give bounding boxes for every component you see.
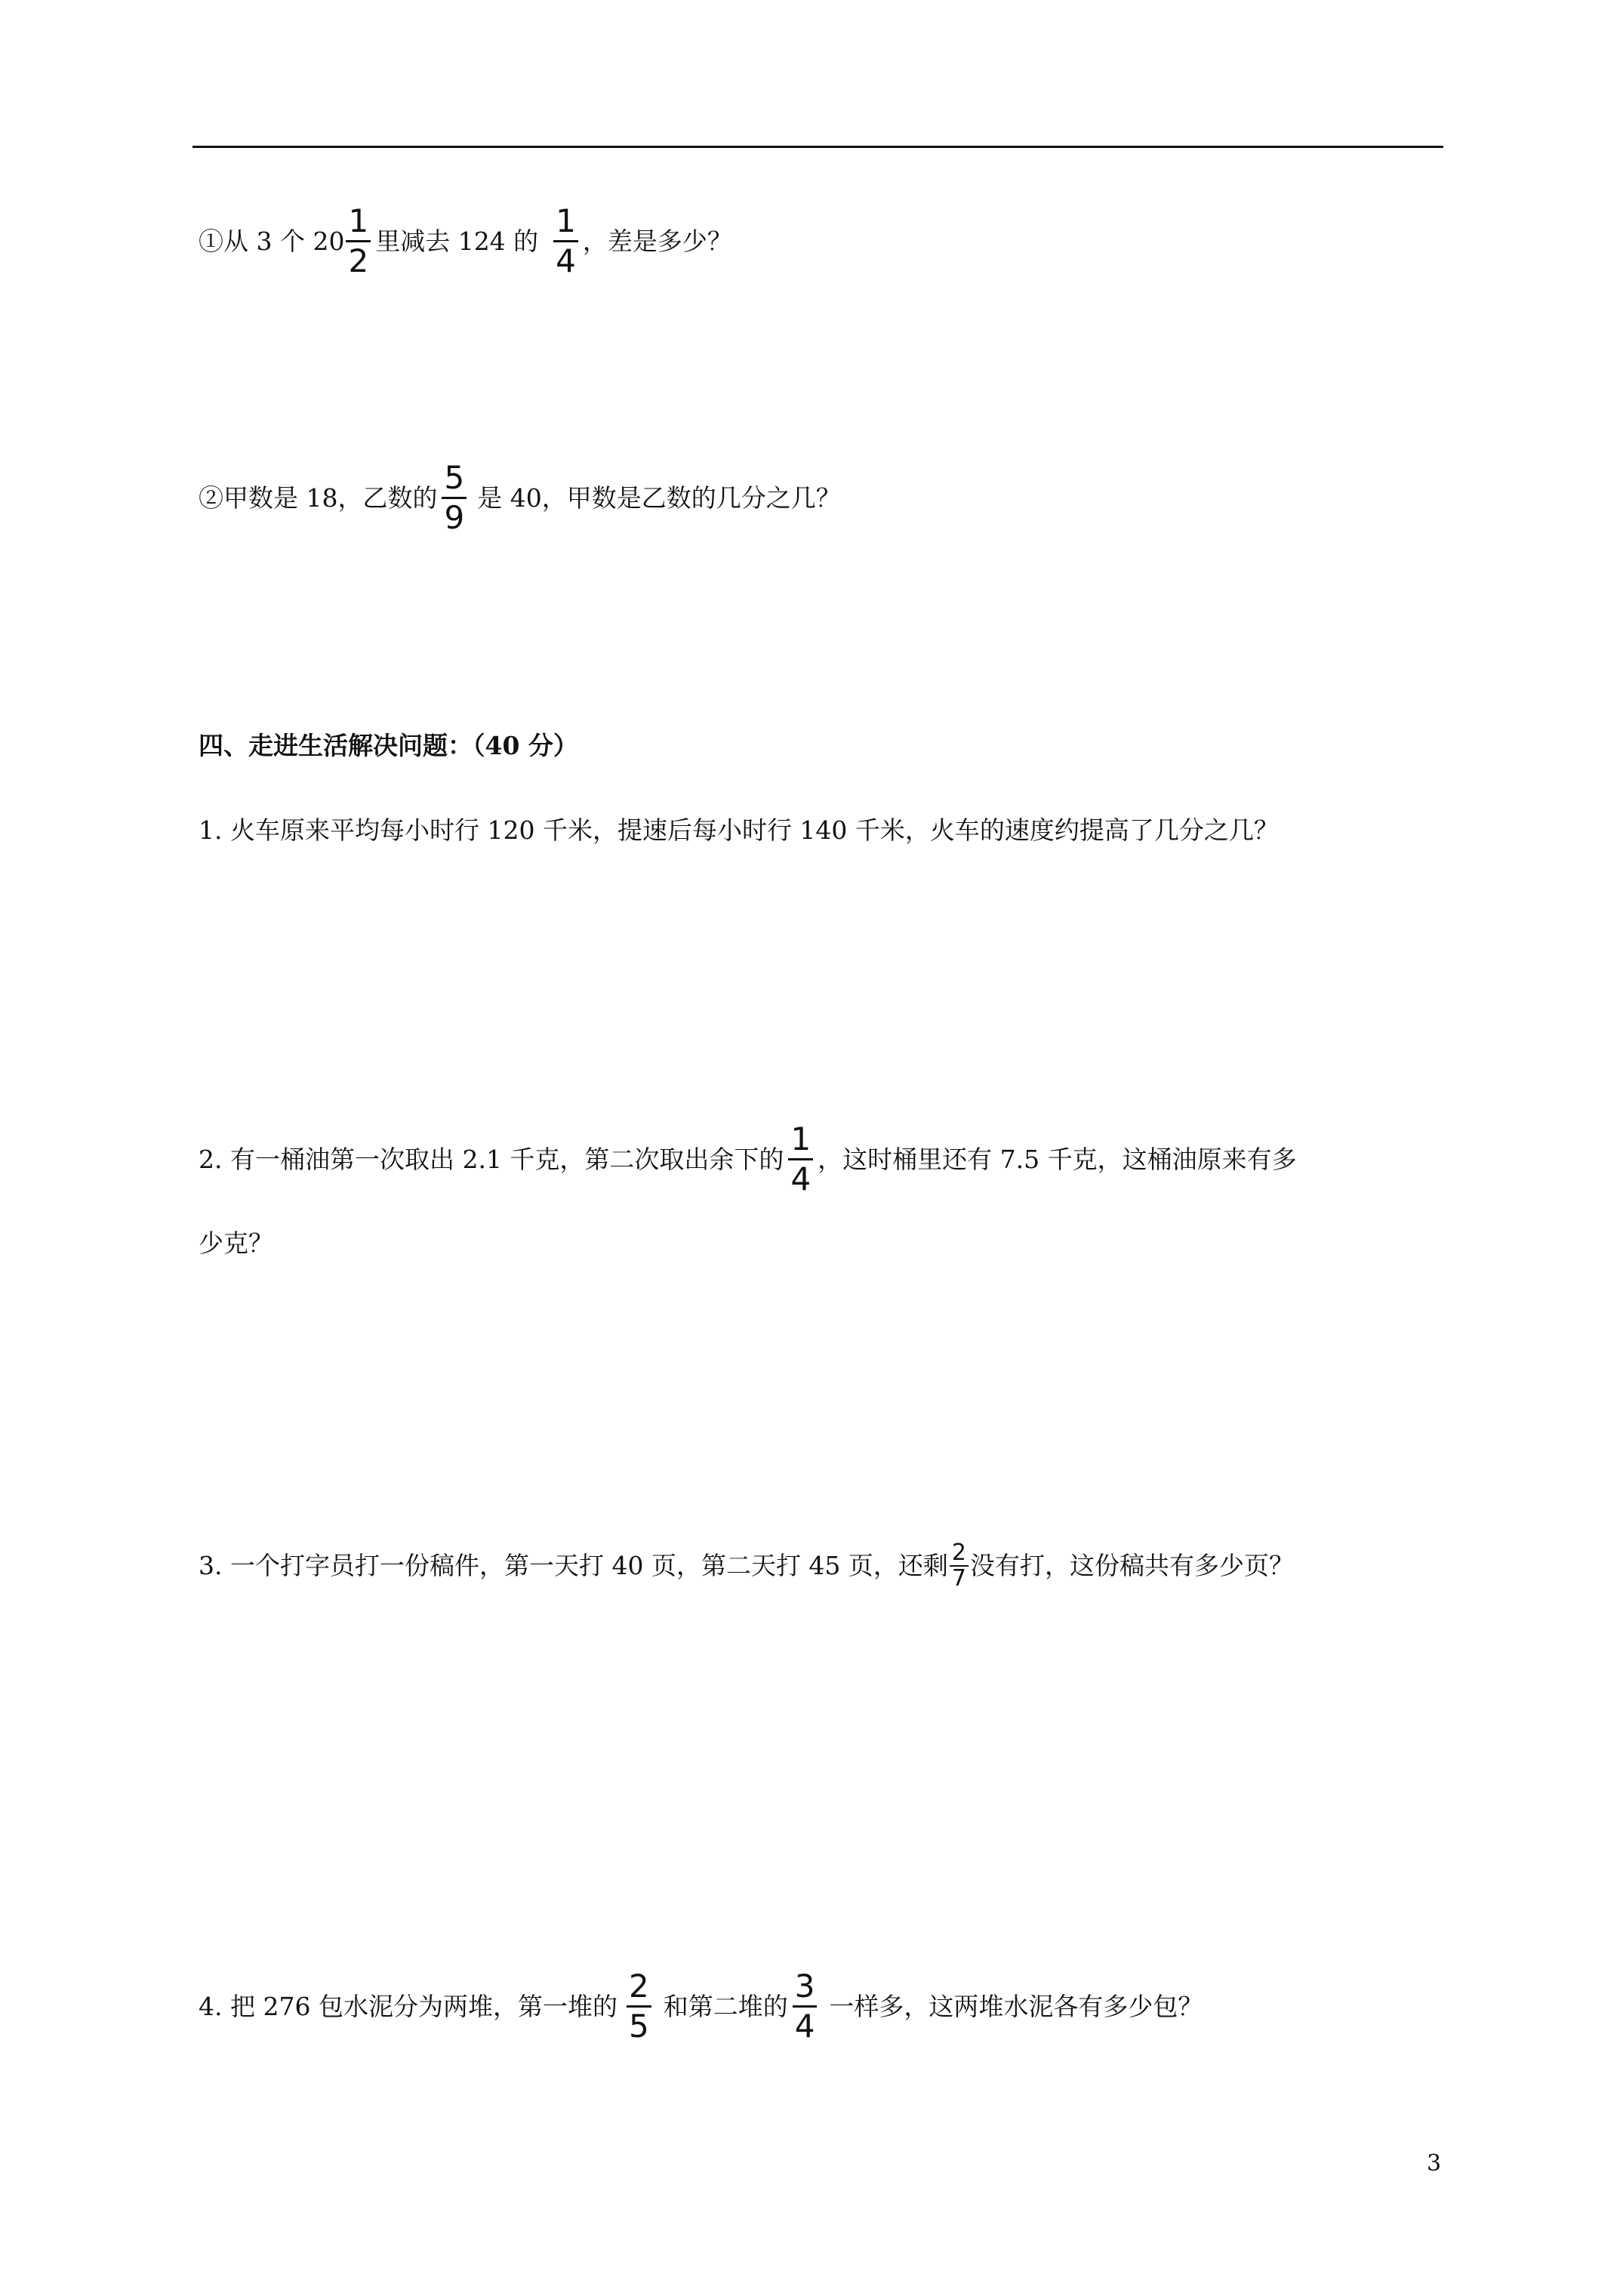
fraction-two-fifths: $\frac{2}{5}$ — [627, 1969, 651, 2044]
problem-2-text-a: 2. 有一桶油第一次取出 2.1 千克，第二次取出余下的 — [199, 1144, 784, 1174]
problem-2 — [199, 1122, 1297, 1197]
problem-4-text-a: 4. 把 276 包水泥分为两堆，第一堆的 — [199, 1991, 617, 2021]
fraction-one-quarter: $\frac{1}{4}$ — [553, 204, 578, 279]
problem-2-text-b: ，这时桶里还有 7.5 千克，这桶油原来有多 — [818, 1144, 1297, 1174]
problem-3-text-a: 3. 一个打字员打一份稿件，第一天打 40 页，第二天打 45 页，还剩 — [199, 1551, 948, 1580]
fraction-three-quarters: $\frac{3}{4}$ — [793, 1969, 818, 2044]
question-2-text-b: 是 40，甲数是乙数的几分之几？ — [477, 482, 841, 513]
page-number: 3 — [1427, 2150, 1442, 2177]
problem-4-text-c: 一样多，这两堆水泥各有多少包？ — [829, 1991, 1203, 2021]
question-1-text-c: ，差是多少？ — [582, 226, 732, 256]
problem-3-text-b: 没有打，这份稿共有多少页？ — [970, 1551, 1295, 1580]
problem-4-text-b: 和第二堆的 — [663, 1991, 788, 2021]
fraction-five-ninths: $\frac{5}{9}$ — [442, 461, 467, 535]
question-1-text-b: 里减去 124 的 — [375, 226, 539, 256]
fraction-two-sevenths: $\frac{2}{7}$ — [950, 1542, 969, 1590]
question-1-text-a: ①从 3 个 20 — [199, 226, 345, 256]
problem-2-continuation: 少克？ — [199, 1228, 273, 1258]
question-1 — [199, 204, 732, 279]
section-heading: 四、走进生活解决问题：（40 分） — [199, 731, 578, 760]
question-2-text-a: ②甲数是 18，乙数的 — [199, 482, 438, 513]
fraction-one-quarter-2: $\frac{1}{4}$ — [788, 1122, 813, 1197]
problem-1: 1. 火车原来平均每小时行 120 千米，提速后每小时行 140 千米，火车的速度约提高了几分之几？ — [199, 815, 1279, 845]
fraction-one-half: $\frac{1}{2}$ — [346, 204, 371, 279]
problem-4 — [199, 1969, 1203, 2044]
question-2 — [199, 461, 841, 535]
header-rule — [192, 146, 1443, 148]
problem-3 — [199, 1539, 1295, 1592]
